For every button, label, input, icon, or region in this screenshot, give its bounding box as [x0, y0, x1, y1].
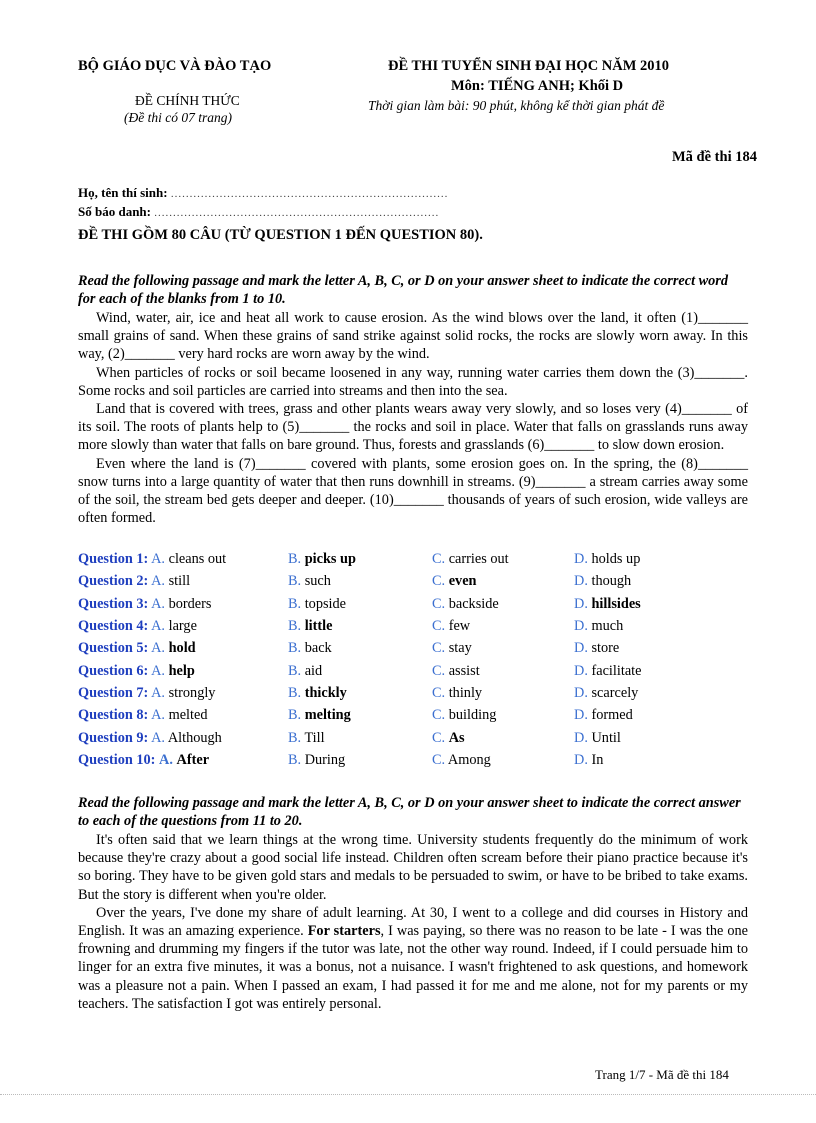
question-row: [78, 573, 190, 590]
question-row: [78, 618, 197, 635]
question-label: Question 5:: [78, 640, 149, 656]
option-letter: C.: [432, 573, 446, 589]
option-c: stay: [448, 640, 472, 656]
option-d: store: [591, 640, 620, 656]
option-letter: A.: [151, 707, 166, 723]
option-letter: B.: [288, 707, 302, 723]
page-footer: Trang 1/7 - Mã đề thi 184: [595, 1067, 729, 1082]
exam-time: Thời gian làm bài: 90 phút, không kể thời gian phát đề: [368, 98, 665, 113]
option-b: topside: [304, 596, 347, 612]
option-cell: [432, 752, 491, 769]
option-letter: A.: [151, 730, 166, 746]
option-letter: D.: [574, 707, 588, 723]
exam-code: Mã đề thi 184: [672, 149, 757, 165]
candidate-name-field: ..........................................................................: [170, 188, 449, 200]
question-row: [78, 596, 211, 613]
option-b: little: [304, 618, 333, 634]
option-letter: B.: [288, 730, 302, 746]
paragraph: When particles of rocks or soil became loosened in any way, running water carries them down the (3)_______. Some rocks and soil particles are carried into streams and then into the sea.: [78, 364, 748, 399]
option-cell: [288, 573, 331, 590]
option-c: few: [448, 618, 471, 634]
option-cell: [432, 707, 496, 724]
paragraph: It's often said that we learn things at the wrong time. University students frequently do the minimum of work because they're crazy about a good social life instead. Children often scream before their piano practice because it's so boring. They have to be given gold stars and medals to be persuaded to swim, or have to be bribed to take exams. But the story is different when you're older.: [78, 832, 748, 903]
paragraph: Even where the land is (7)_______ covered with plants, some erosion goes on. In the spring, the (8)_______ snow turns into a large quantity of water that then runs downhill in streams. (9)_______ a stream carries away some of the soil, the stream bed gets deeper and deeper. (10)_______ thousands of years of such erosion, wide valleys are often formed.: [78, 455, 748, 527]
option-a: After: [176, 752, 210, 768]
question-label: Question 2:: [78, 573, 149, 589]
question-row: [78, 551, 226, 568]
option-cell: [574, 596, 641, 613]
option-cell: [574, 618, 623, 635]
option-letter: B.: [288, 663, 302, 679]
option-letter: B.: [288, 573, 302, 589]
question-label: Question 1:: [78, 551, 149, 567]
official-label: ĐỀ CHÍNH THỨC: [135, 93, 240, 108]
option-letter: D.: [574, 573, 588, 589]
option-letter: C.: [432, 551, 446, 567]
option-cell: [574, 663, 642, 680]
option-letter: C.: [432, 640, 446, 656]
paragraph: Land that is covered with trees, grass and other plants wears away very slowly, and so loses very (4)_______ of its soil. The roots of plants help to (5)_______ the rocks and soil in place. Water that falls on grasslands runs away more slowly than water that falls on bare ground. Thus, forests and grasslands (6)_______ to slow down erosion.: [78, 401, 748, 454]
option-letter: D.: [574, 752, 588, 768]
option-cell: [288, 707, 351, 724]
option-a: help: [168, 663, 195, 679]
exam-subject: Môn: TIẾNG ANH; Khối D: [451, 78, 624, 94]
question-label: Question 3:: [78, 596, 149, 612]
question-label: Question 4:: [78, 618, 149, 634]
option-letter: C.: [432, 752, 446, 768]
option-a: still: [168, 573, 191, 589]
option-d: though: [591, 573, 632, 589]
question-label: Question 7:: [78, 685, 149, 701]
option-cell: [574, 752, 603, 769]
emphasis-text: For starters: [307, 923, 381, 940]
paragraph: Wind, water, air, ice and heat all work to cause erosion. As the wind blows over the land, it often (1)_______ small grains of sand. When these grains of sand strike against solid rocks, the rocks are slowly worn away. In this way, (2)_______ very hard rocks are worn away by the wind.: [78, 310, 748, 363]
option-c: thinly: [448, 685, 483, 701]
option-b: melting: [304, 707, 351, 723]
option-cell: [288, 618, 333, 635]
option-a: hold: [168, 640, 196, 656]
question-row: [78, 730, 222, 747]
option-c: even: [448, 573, 477, 589]
option-d: hillsides: [591, 596, 641, 612]
option-d: In: [591, 752, 604, 768]
option-cell: [432, 663, 480, 680]
option-letter: C.: [432, 707, 446, 723]
option-cell: [432, 730, 465, 747]
option-cell: [432, 551, 509, 568]
option-letter: D.: [574, 551, 588, 567]
option-letter: D.: [574, 596, 588, 612]
page-count: (Đề thi có 07 trang): [124, 110, 232, 125]
option-cell: [574, 573, 631, 590]
question-label: Question 6:: [78, 663, 149, 679]
option-letter: A.: [151, 685, 166, 701]
option-cell: [432, 596, 499, 613]
candidate-id-row: [78, 204, 439, 220]
section2-instruction: Read the following passage and mark the letter A, B, C, or D on your answer sheet to indicate the correct answer to each of the questions from 11 to 20.: [78, 795, 741, 829]
option-letter: A.: [151, 596, 166, 612]
option-letter: D.: [574, 618, 588, 634]
option-cell: [432, 640, 472, 657]
option-cell: [432, 685, 482, 702]
question-row: [78, 640, 196, 657]
exam-title: ĐỀ THI TUYỂN SINH ĐẠI HỌC NĂM 2010: [388, 58, 670, 74]
option-letter: B.: [288, 752, 302, 768]
option-cell: [574, 640, 619, 657]
option-letter: A.: [151, 640, 166, 656]
option-cell: [288, 752, 345, 769]
question-row: [78, 752, 209, 769]
option-c: backside: [448, 596, 499, 612]
option-cell: [288, 551, 356, 568]
option-d: scarcely: [591, 685, 639, 701]
candidate-name-row: [78, 185, 448, 201]
option-d: facilitate: [591, 663, 642, 679]
option-a: cleans out: [168, 551, 227, 567]
option-letter: A.: [159, 752, 173, 768]
paragraph: [78, 904, 748, 1013]
option-letter: D.: [574, 663, 588, 679]
option-b: back: [304, 640, 332, 656]
option-letter: B.: [288, 596, 302, 612]
option-c: assist: [448, 663, 480, 679]
option-b: such: [304, 573, 331, 589]
option-b: During: [304, 752, 346, 768]
option-a: borders: [168, 596, 212, 612]
paragraph-text: , I was paying, so there was no reason to be late - I was the one frowning and drumming my fingers if the tutor was late, not the other way round. Indeed, if I could persuade him to linger for an extra five minutes, it was a bonus, not a nuisance. I wasn't frightened to ask questions, and homework was a pleasure not a pain. When I passed an exam, I had passed it for me and me alone, not for my parents or my teachers. The satisfaction I got was entirely personal.: [78, 923, 748, 1012]
option-letter: A.: [151, 663, 166, 679]
option-letter: C.: [432, 730, 446, 746]
question-label: Question 9:: [78, 730, 149, 746]
option-letter: D.: [574, 640, 588, 656]
question-label: Question 8:: [78, 707, 149, 723]
option-cell: [432, 573, 477, 590]
question-row: [78, 685, 215, 702]
option-cell: [432, 618, 470, 635]
option-letter: C.: [432, 618, 446, 634]
option-letter: C.: [432, 685, 446, 701]
section2-passage: [78, 831, 748, 1013]
option-d: holds up: [591, 551, 641, 567]
question-label: Question 10:: [78, 752, 156, 768]
option-letter: B.: [288, 685, 302, 701]
option-letter: C.: [432, 663, 446, 679]
option-d: Until: [591, 730, 621, 746]
section1-instruction: Read the following passage and mark the letter A, B, C, or D on your answer sheet to indicate the correct word for each of the blanks from 1 to 10.: [78, 273, 729, 307]
option-letter: D.: [574, 730, 588, 746]
exam-summary: ĐỀ THI GỒM 80 CÂU (TỪ QUESTION 1 ĐẾN QUESTION 80).: [78, 227, 483, 243]
option-letter: B.: [288, 640, 302, 656]
option-c: carries out: [448, 551, 509, 567]
option-letter: A.: [151, 551, 166, 567]
footer-divider: [0, 1094, 816, 1095]
option-b: aid: [304, 663, 323, 679]
option-c: As: [448, 730, 465, 746]
option-letter: B.: [288, 618, 302, 634]
option-b: picks up: [304, 551, 356, 567]
option-a: Although: [167, 730, 222, 746]
question-row: [78, 663, 195, 680]
option-b: Till: [304, 730, 325, 746]
candidate-name-label: Họ, tên thí sinh:: [78, 185, 168, 200]
option-c: Among: [447, 752, 491, 768]
option-cell: [574, 685, 638, 702]
option-letter: C.: [432, 596, 446, 612]
option-cell: [574, 730, 621, 747]
option-a: strongly: [168, 685, 216, 701]
option-letter: B.: [288, 551, 302, 567]
ministry-name: BỘ GIÁO DỤC VÀ ĐÀO TẠO: [78, 58, 272, 74]
section1-passage: [78, 309, 748, 527]
option-letter: D.: [574, 685, 588, 701]
option-d: much: [591, 618, 624, 634]
paragraph-text: Over the years, I've done my share of adult learning. At 30, I went to a college and did courses in History and English. It was an amazing experience.: [78, 904, 748, 940]
option-a: large: [168, 618, 197, 634]
option-c: building: [448, 707, 497, 723]
option-letter: A.: [151, 618, 166, 634]
option-cell: [288, 685, 347, 702]
question-row: [78, 707, 208, 724]
option-letter: A.: [151, 573, 166, 589]
candidate-id-field: ............................................................................: [154, 207, 440, 219]
option-cell: [288, 663, 322, 680]
candidate-id-label: Số báo danh:: [78, 204, 151, 219]
option-cell: [288, 730, 325, 747]
option-a: melted: [168, 707, 208, 723]
option-cell: [288, 596, 346, 613]
option-cell: [288, 640, 332, 657]
option-b: thickly: [304, 685, 347, 701]
option-d: formed: [591, 707, 633, 723]
option-cell: [574, 551, 640, 568]
option-cell: [574, 707, 633, 724]
